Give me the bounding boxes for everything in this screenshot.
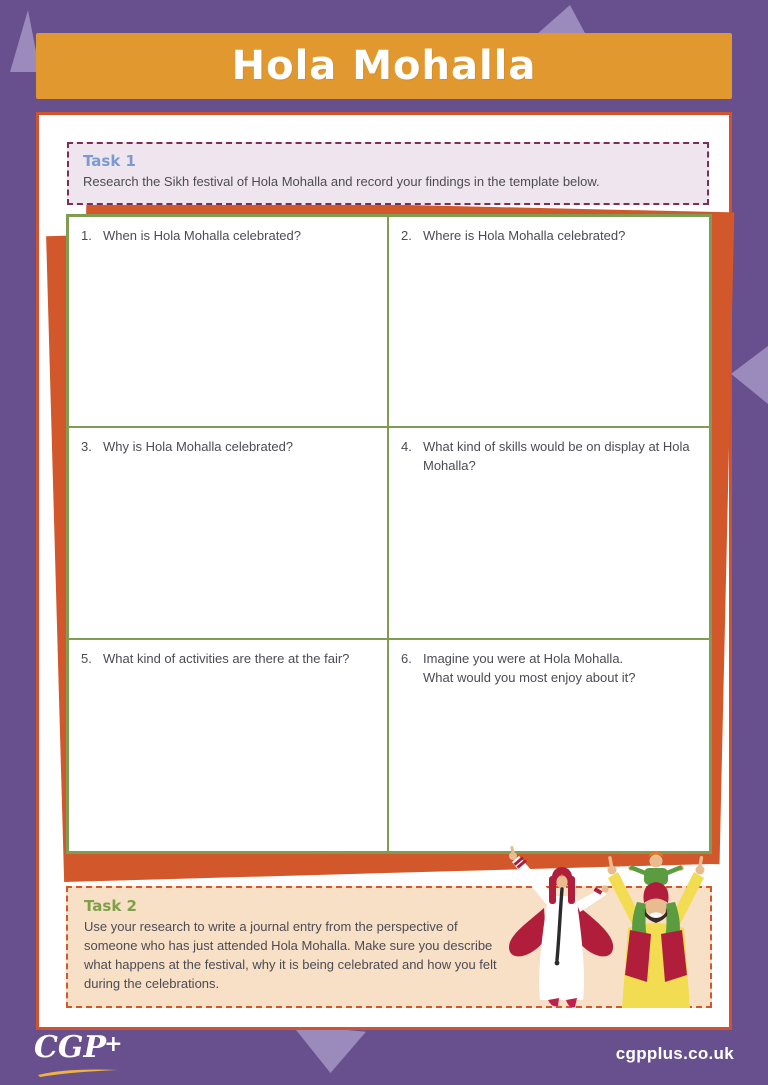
question-grid: [66, 214, 712, 854]
dancing-family-illustration: [484, 844, 724, 1016]
question-number: 6.: [401, 650, 412, 666]
question-number: 3.: [81, 439, 92, 455]
page-title: Hola Mohalla: [231, 43, 537, 89]
cgp-logo-text: CGP: [34, 1030, 107, 1065]
question-text: Why is Hola Mohalla celebrated?: [103, 439, 294, 455]
title-banner: [36, 33, 732, 99]
question-cell-3: [69, 428, 389, 639]
question-text: Imagine you were at Hola Mohalla. What would you most enjoy about it?: [423, 650, 636, 685]
triangle-decoration: [536, 5, 586, 35]
answer-area-3[interactable]: [81, 457, 375, 627]
answer-area-4[interactable]: [401, 476, 697, 628]
question-number: 4.: [401, 439, 412, 455]
question-number: 2.: [401, 228, 412, 243]
question-text: What kind of skills would be on display at Hola Mohalla?: [423, 439, 690, 474]
question-number: 1.: [81, 228, 92, 243]
task1-title: Task 1: [83, 152, 136, 170]
worksheet-card: [36, 112, 732, 1030]
question-number: 5.: [81, 650, 92, 666]
answer-area-6[interactable]: [401, 687, 697, 841]
task1-description: Research the Sikh festival of Hola Mohalla and record your findings in the template below.: [83, 174, 600, 189]
task2-description: Use your research to write a journal entry from the perspective of someone who has just attended Hola Mohalla. Make sure you describe what happens at the festival, why it is being celebrated and how you felt during the celebrations.: [84, 919, 497, 991]
question-cell-4: [389, 428, 709, 639]
answer-area-1[interactable]: [81, 246, 375, 416]
site-url-link[interactable]: cgpplus.co.uk: [615, 1044, 734, 1063]
task1-box: [67, 142, 709, 205]
triangle-decoration: [731, 346, 768, 404]
question-text: What kind of activities are there at the fair?: [103, 650, 350, 666]
woman-figure: [509, 846, 613, 1008]
answer-area-2[interactable]: [401, 246, 697, 416]
question-cell-5: [69, 640, 389, 851]
cgp-logo-plus: +: [104, 1031, 123, 1057]
question-cell-6: [389, 640, 709, 851]
question-cell-2: [389, 217, 709, 428]
answer-area-5[interactable]: [81, 669, 375, 841]
logo-swoosh-underline: [36, 1066, 120, 1078]
triangle-decoration: [292, 1025, 366, 1073]
question-text: When is Hola Mohalla celebrated?: [103, 228, 301, 243]
question-cell-1: [69, 217, 389, 428]
cgp-plus-logo: [34, 1030, 123, 1065]
question-text: Where is Hola Mohalla celebrated?: [423, 228, 626, 243]
task2-title: Task 2: [84, 897, 137, 915]
man-figure: [608, 851, 705, 1008]
